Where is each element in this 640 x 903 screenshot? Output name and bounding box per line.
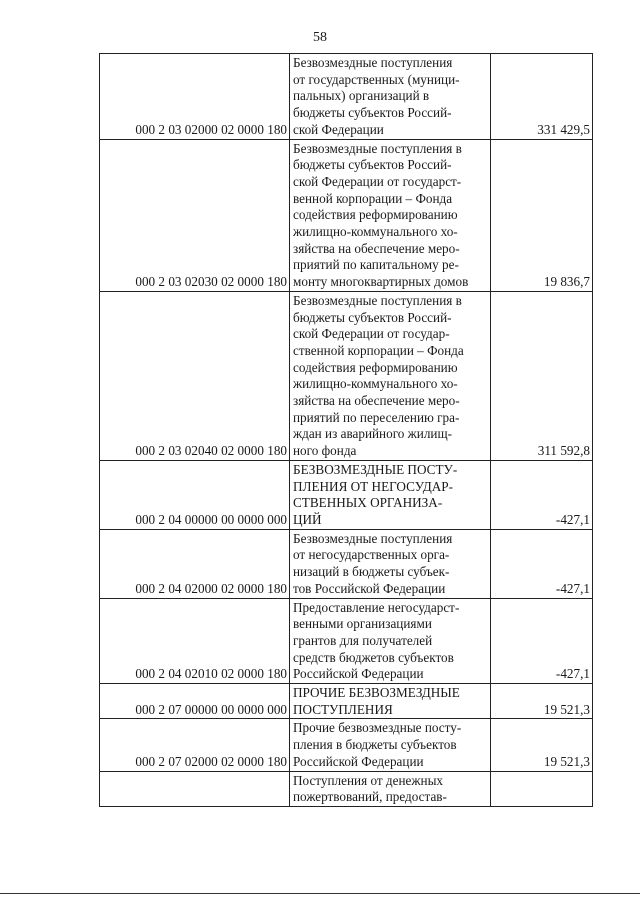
revenue-name-line: Российской Федерации bbox=[293, 753, 424, 769]
revenue-name-line: монту многоквартирных домов bbox=[293, 274, 469, 290]
table-row bbox=[100, 54, 593, 140]
amount-cell: 331 429,5 bbox=[491, 54, 593, 140]
revenue-name-line: зяйства на обеспечение меро- bbox=[293, 240, 460, 256]
table-row bbox=[100, 719, 593, 771]
budget-classification-code: 000 2 03 02030 02 0000 180 bbox=[100, 139, 290, 291]
revenue-name-line: Поступления от денежных bbox=[293, 772, 444, 788]
revenue-name-line: содействия реформированию bbox=[293, 359, 458, 375]
revenue-name-line: от государственных (муници- bbox=[293, 71, 460, 87]
budget-classification-code: 000 2 04 02000 02 0000 180 bbox=[100, 529, 290, 598]
revenue-name-cell bbox=[290, 684, 491, 719]
revenue-name-line: пальных) организаций в bbox=[293, 88, 430, 104]
revenue-name-line: ственной корпорации – Фонда bbox=[293, 342, 464, 358]
revenue-name-line: грантов для получателей bbox=[293, 632, 433, 648]
table-row bbox=[100, 684, 593, 719]
amount-cell bbox=[491, 771, 593, 806]
revenue-name-line: бюджеты субъектов Россий- bbox=[293, 105, 452, 121]
revenue-name-line: бюджеты субъектов Россий- bbox=[293, 157, 452, 173]
revenue-name-cell bbox=[290, 139, 491, 291]
revenue-name-line: ЦИЙ bbox=[293, 511, 322, 527]
revenue-name-line: ской Федерации от государ- bbox=[293, 326, 450, 342]
table-body bbox=[100, 54, 593, 807]
budget-classification-code: 000 2 07 02000 02 0000 180 bbox=[100, 719, 290, 771]
amount-cell: 311 592,8 bbox=[491, 291, 593, 460]
bottom-scan-edge bbox=[0, 893, 640, 894]
budget-classification-code: 000 2 04 02010 02 0000 180 bbox=[100, 598, 290, 684]
revenue-name-line: ской Федерации bbox=[293, 121, 384, 137]
revenue-name-cell bbox=[290, 598, 491, 684]
revenue-name-line: низаций в бюджеты субъек- bbox=[293, 564, 450, 580]
revenue-name-cell bbox=[290, 460, 491, 529]
amount-cell: -427,1 bbox=[491, 460, 593, 529]
revenue-name-line: венными организациями bbox=[293, 616, 432, 632]
revenue-name-line: ПЛЕНИЯ ОТ НЕГОСУДАР- bbox=[293, 478, 453, 494]
revenue-name-cell bbox=[290, 719, 491, 771]
revenue-name-cell bbox=[290, 529, 491, 598]
revenue-name-line: Безвозмездные поступления bbox=[293, 55, 453, 70]
budget-classification-code: 000 2 07 00000 00 0000 000 bbox=[100, 684, 290, 719]
page-number: 58 bbox=[313, 30, 327, 45]
revenue-name-line: от негосударственных орга- bbox=[293, 547, 450, 563]
revenue-name-line: Безвозмездные поступления bbox=[293, 530, 453, 546]
table-row bbox=[100, 291, 593, 460]
revenue-name-line: Предоставление негосударст- bbox=[293, 599, 460, 615]
table-row bbox=[100, 460, 593, 529]
revenue-name-line: зяйства на обеспечение меро- bbox=[293, 393, 460, 409]
revenue-name-line: содействия реформированию bbox=[293, 207, 458, 223]
revenue-name-line: ской Федерации от государст- bbox=[293, 173, 462, 189]
budget-classification-code: 000 2 03 02040 02 0000 180 bbox=[100, 291, 290, 460]
revenue-name-line: жилищно-коммунального хо- bbox=[293, 224, 458, 240]
budget-revenue-table bbox=[99, 53, 593, 807]
table-row bbox=[100, 771, 593, 806]
revenue-name-line: приятий по капитальному ре- bbox=[293, 257, 459, 273]
revenue-name-line: венной корпорации – Фонда bbox=[293, 190, 453, 206]
revenue-name-line: СТВЕННЫХ ОРГАНИЗА- bbox=[293, 495, 443, 511]
revenue-name-line: пления в бюджеты субъектов bbox=[293, 737, 457, 753]
budget-classification-code: 000 2 04 00000 00 0000 000 bbox=[100, 460, 290, 529]
budget-classification-code bbox=[100, 771, 290, 806]
table-row bbox=[100, 139, 593, 291]
revenue-name-line: тов Российской Федерации bbox=[293, 580, 446, 596]
revenue-name-line: жилищно-коммунального хо- bbox=[293, 376, 458, 392]
revenue-name-line: Российской Федерации bbox=[293, 666, 424, 682]
revenue-name-line: ждан из аварийного жилищ- bbox=[293, 426, 453, 442]
table-row bbox=[100, 529, 593, 598]
revenue-name-line: ПРОЧИЕ БЕЗВОЗМЕЗДНЫЕ bbox=[293, 685, 460, 701]
amount-cell: 19 521,3 bbox=[491, 684, 593, 719]
revenue-name-line: Прочие безвозмездные посту- bbox=[293, 720, 462, 736]
revenue-name-cell bbox=[290, 771, 491, 806]
amount-cell: 19 521,3 bbox=[491, 719, 593, 771]
revenue-name-line: бюджеты субъектов Россий- bbox=[293, 309, 452, 325]
table-row bbox=[100, 598, 593, 684]
revenue-name-line: пожертвований, предостав- bbox=[293, 789, 447, 805]
revenue-name-cell bbox=[290, 54, 491, 140]
revenue-name-cell bbox=[290, 291, 491, 460]
revenue-name-line: БЕЗВОЗМЕЗДНЫЕ ПОСТУ- bbox=[293, 461, 458, 477]
revenue-name-line: ПОСТУПЛЕНИЯ bbox=[293, 701, 393, 717]
amount-cell: -427,1 bbox=[491, 598, 593, 684]
revenue-name-line: Безвозмездные поступления в bbox=[293, 292, 462, 308]
revenue-name-line: ного фонда bbox=[293, 443, 357, 459]
amount-cell: 19 836,7 bbox=[491, 139, 593, 291]
amount-cell: -427,1 bbox=[491, 529, 593, 598]
revenue-name-line: Безвозмездные поступления в bbox=[293, 140, 462, 156]
revenue-name-line: средств бюджетов субъектов bbox=[293, 649, 454, 665]
revenue-name-line: приятий по переселению гра- bbox=[293, 409, 460, 425]
budget-classification-code: 000 2 03 02000 02 0000 180 bbox=[100, 54, 290, 140]
